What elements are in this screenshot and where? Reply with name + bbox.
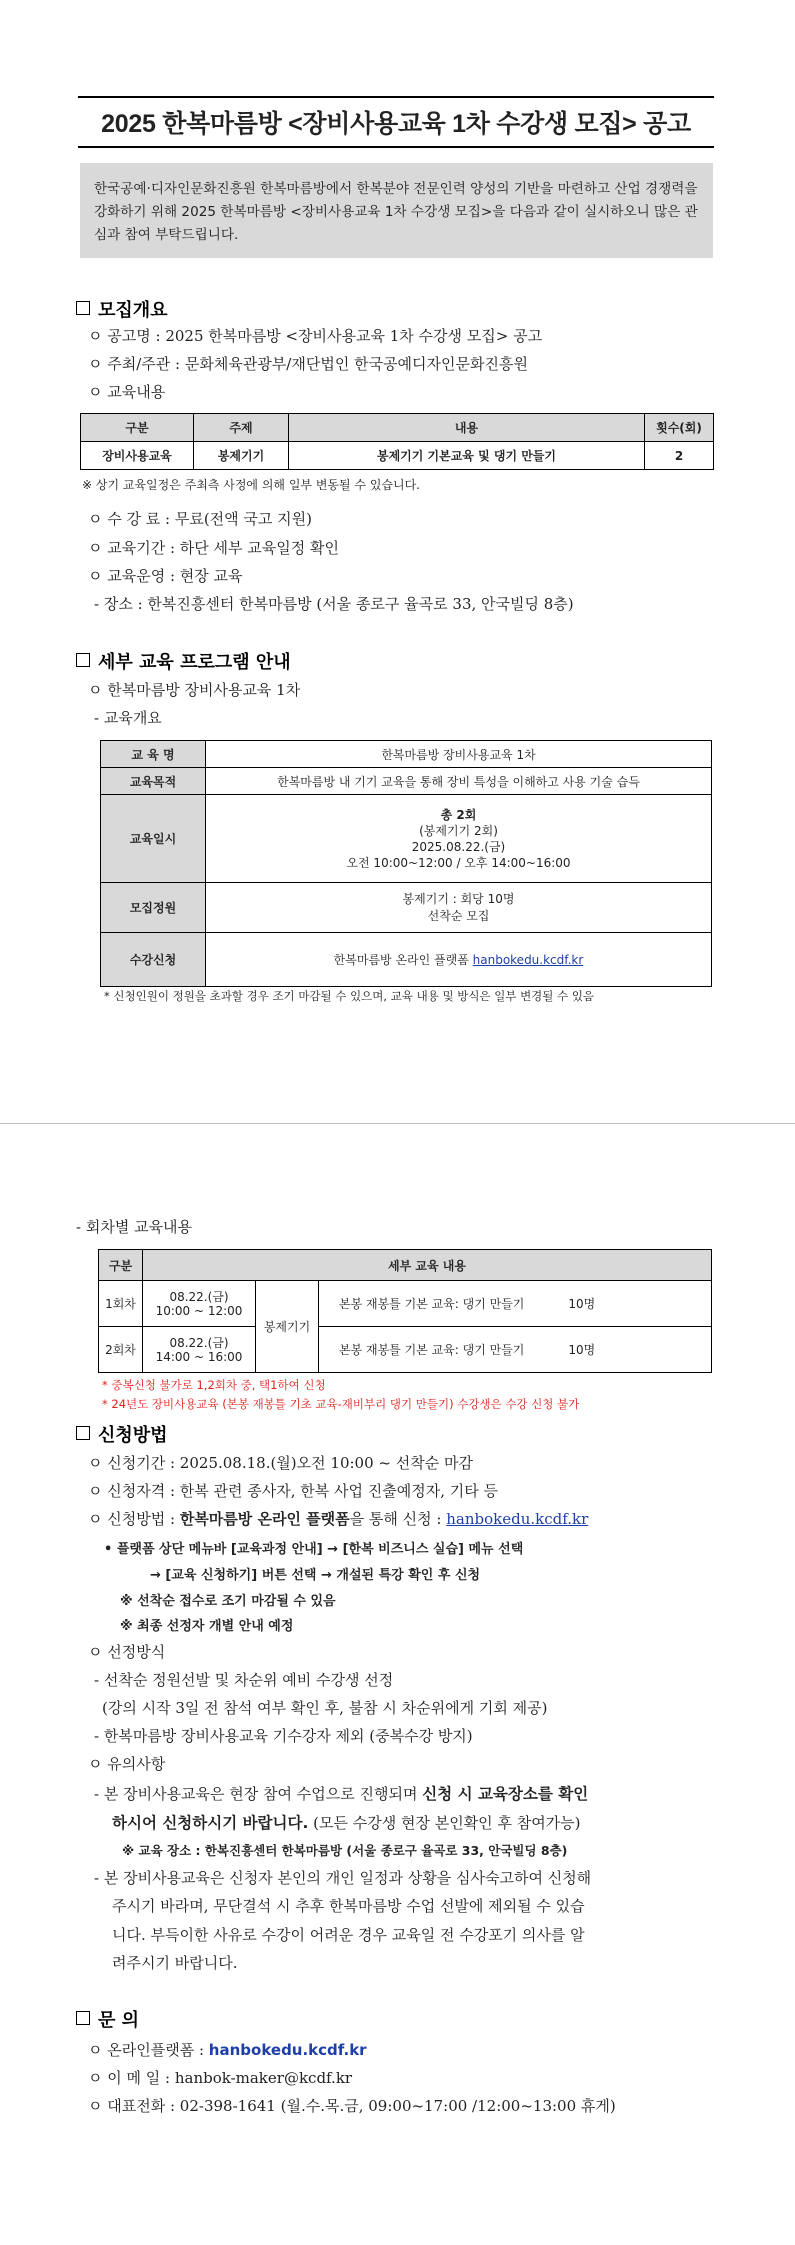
session-date: 08.22.(금): [169, 1289, 229, 1304]
table-row: [99, 1281, 712, 1327]
title-rule: [78, 146, 714, 148]
table-row: [99, 1327, 712, 1373]
program-note: * 신청인원이 정원을 초과할 경우 조기 마감될 수 있으며, 교육 내용 및 방식은 일부 변경될 수 있음: [104, 989, 595, 1003]
sessions-note-1: * 중복신청 불가로 1,2회차 중, 택1하여 신청: [102, 1378, 326, 1392]
section-heading-overview: 모집개요: [76, 296, 168, 322]
table-label-cell: 모집정원: [101, 883, 206, 933]
capacity-method: 선착순 모집: [427, 908, 490, 923]
checkbox-square-icon: [76, 2011, 90, 2025]
table-cell: 한복마름방 장비사용교육 1차: [206, 741, 712, 768]
document-page-2: [0, 1124, 795, 2245]
caution-item-2-cont: 니다. 부득이한 사유로 수강이 어려운 경우 교육일 전 수강포기 의사를 알: [112, 1926, 585, 1944]
table-header-row: [99, 1250, 712, 1281]
table-cell: [206, 933, 712, 987]
checkbox-square-icon: [76, 653, 90, 667]
apply-period: ㅇ 신청기간 : 2025.08.18.(월)오전 10:00 ~ 선착순 마감: [88, 1454, 473, 1472]
platform-link[interactable]: hanbokedu.kcdf.kr: [446, 1510, 589, 1528]
sessions-label: - 회차별 교육내용: [76, 1218, 193, 1236]
table-header-cell: 구분: [81, 414, 194, 442]
session-time: 14:00 ~ 16:00: [155, 1349, 243, 1364]
session-count: 10명: [568, 1343, 596, 1357]
checkbox-square-icon: [76, 1426, 90, 1440]
place-info: - 장소 : 한복진흥센터 한복마름방 (서울 종로구 율곡로 33, 안국빌딩 8층): [94, 595, 574, 613]
schedule-detail: (봉제기기 2회): [419, 823, 498, 838]
host-info: ㅇ 주최/주관 : 문화체육관광부/재단법인 한국공예디자인문화진흥원: [88, 355, 528, 373]
table-label-cell: 수강신청: [101, 933, 206, 987]
period-info: ㅇ 교육기간 : 하단 세부 교육일정 확인: [88, 539, 340, 557]
checkbox-square-icon: [76, 301, 90, 315]
caution-label: ㅇ 유의사항: [88, 1755, 166, 1773]
caution-item-2-cont: 려주시기 바랍니다.: [112, 1954, 238, 1972]
table-row: [101, 795, 712, 883]
table-label-cell: 교육목적: [101, 768, 206, 795]
table-header-cell: 횟수(회): [645, 414, 714, 442]
section-heading-apply: 신청방법: [76, 1421, 168, 1447]
table-row: [81, 442, 714, 470]
overview-table: [80, 413, 714, 470]
contact-phone: ㅇ 대표전화 : 02-398-1641 (월.수.목.금, 09:00~17:00 /12:00~13:00 휴게): [88, 2097, 616, 2115]
capacity-detail: 봉제기기 : 회당 10명: [402, 891, 515, 906]
sessions-note-2: * 24년도 장비사용교육 (본봉 재봉틀 기초 교육-재비부리 댕기 만들기) 수강생은 수강 신청 불가: [102, 1397, 580, 1411]
table-row: [101, 741, 712, 768]
apply-step-2: → [교육 신청하기] 버튼 선택 → 개설된 특강 확인 후 신청: [150, 1568, 481, 1583]
table-header-cell: 내용: [289, 414, 645, 442]
session-datetime-cell: [143, 1327, 256, 1373]
apply-method: ㅇ 신청방법 : 한복마름방 온라인 플랫폼을 통해 신청 : hanbokedu.kcdf.kr: [88, 1510, 589, 1528]
apply-eligibility: ㅇ 신청자격 : 한복 관련 종사자, 한복 사업 진출예정자, 기타 등: [88, 1482, 499, 1500]
intro-box: 한국공예·디자인문화진흥원 한복마름방에서 한복분야 전문인력 양성의 기반을 마련하고 산업 경쟁력을 강화하기 위해 2025 한복마름방 <장비사용교육 1차 수강생 모집>을 다음과 같이 실시하오니 많은 관심과 참여 부탁드립니다.: [80, 163, 713, 258]
schedule-total: 총 2회: [440, 807, 477, 822]
apply-step-3: ※ 선착순 접수로 조기 마감될 수 있음: [120, 1594, 336, 1609]
session-date: 08.22.(금): [169, 1335, 229, 1350]
selection-item-3: - 한복마름방 장비사용교육 기수강자 제외 (중복수강 방지): [94, 1727, 473, 1745]
table-label-cell: 교 육 명: [101, 741, 206, 768]
title-rule: [78, 96, 714, 98]
sessions-table: [98, 1249, 712, 1373]
program-overview-label: - 교육개요: [94, 709, 162, 727]
table-cell: 봉제기기: [194, 442, 289, 470]
selection-item-1: - 선착순 정원선발 및 차순위 예비 수강생 선정: [94, 1671, 394, 1689]
table-label-cell: 교육일시: [101, 795, 206, 883]
selection-label: ㅇ 선정방식: [88, 1643, 166, 1661]
apply-prefix: 한복마름방 온라인 플랫폼: [333, 953, 473, 967]
table-header-cell: 구분: [99, 1250, 143, 1281]
platform-link[interactable]: hanbokedu.kcdf.kr: [208, 2041, 367, 2059]
table-header-row: [81, 414, 714, 442]
program-subtitle: ㅇ 한복마름방 장비사용교육 1차: [88, 681, 301, 699]
session-content: 본봉 재봉틀 기본 교육: 댕기 만들기: [339, 1343, 525, 1357]
fee-info: ㅇ 수 강 료 : 무료(전액 국고 지원): [88, 510, 313, 528]
table-cell: 1회차: [99, 1281, 143, 1327]
session-content-cell: [319, 1281, 712, 1327]
apply-step-4: ※ 최종 선정자 개별 안내 예정: [120, 1619, 294, 1634]
platform-link[interactable]: hanbokedu.kcdf.kr: [472, 953, 584, 967]
notice-name: ㅇ 공고명 : 2025 한복마름방 <장비사용교육 1차 수강생 모집> 공고: [88, 327, 543, 345]
section-heading-contact: 문 의: [76, 2006, 139, 2032]
apply-step-1: • 플랫폼 상단 메뉴바 [교육과정 안내] → [한복 비즈니스 실습] 메뉴 선택: [104, 1542, 524, 1557]
table-note: ※ 상기 교육일정은 주최측 사정에 의해 일부 변동될 수 있습니다.: [82, 478, 421, 492]
schedule-date: 2025.08.22.(금): [411, 839, 506, 854]
caution-item-1-cont: 하시어 신청하시기 바랍니다. (모든 수강생 현장 본인확인 후 참여가능): [112, 1814, 581, 1832]
contact-platform: ㅇ 온라인플랫폼 : hanbokedu.kcdf.kr: [88, 2041, 367, 2059]
table-header-cell: 세부 교육 내용: [143, 1250, 712, 1281]
table-cell: 한복마름방 내 기기 교육을 통해 장비 특성을 이해하고 사용 기술 습득: [206, 768, 712, 795]
table-cell: [206, 883, 712, 933]
mode-info: ㅇ 교육운영 : 현장 교육: [88, 567, 243, 585]
session-category-cell: 봉제기기: [256, 1281, 319, 1373]
table-row: [101, 933, 712, 987]
caution-place: ※ 교육 장소 : 한복진흥센터 한복마름방 (서울 종로구 율곡로 33, 안국빌딩 8층): [122, 1843, 568, 1858]
contact-email: ㅇ 이 메 일 : hanbok-maker@kcdf.kr: [88, 2069, 353, 2087]
table-cell: 봉제기기 기본교육 및 댕기 만들기: [289, 442, 645, 470]
schedule-time: 오전 10:00~12:00 / 오후 14:00~16:00: [346, 855, 571, 870]
table-cell: [206, 795, 712, 883]
table-cell: 장비사용교육: [81, 442, 194, 470]
table-row: [101, 883, 712, 933]
session-count: 10명: [568, 1297, 596, 1311]
session-time: 10:00 ~ 12:00: [155, 1303, 243, 1318]
page-title: 2025 한복마름방 <장비사용교육 1차 수강생 모집> 공고: [101, 110, 691, 138]
table-row: [101, 768, 712, 795]
table-cell: 2회차: [99, 1327, 143, 1373]
section-heading-program: 세부 교육 프로그램 안내: [76, 648, 291, 674]
session-content: 본봉 재봉틀 기본 교육: 댕기 만들기: [339, 1297, 525, 1311]
table-header-cell: 주제: [194, 414, 289, 442]
content-label: ㅇ 교육내용: [88, 383, 166, 401]
session-datetime-cell: [143, 1281, 256, 1327]
caution-item-1: - 본 장비사용교육은 현장 참여 수업으로 진행되며 신청 시 교육장소를 확인: [94, 1785, 589, 1803]
caution-item-2-cont: 주시기 바라며, 무단결석 시 추후 한복마름방 수업 선발에 제외될 수 있습: [112, 1897, 585, 1915]
program-table: [100, 740, 712, 987]
table-cell: 2: [645, 442, 714, 470]
session-content-cell: [319, 1327, 712, 1373]
caution-item-2: - 본 장비사용교육은 신청자 본인의 개인 일정과 상황을 심사숙고하여 신청해: [94, 1869, 592, 1887]
selection-item-2: (강의 시작 3일 전 참석 여부 확인 후, 불참 시 차순위에게 기회 제공): [102, 1699, 548, 1717]
